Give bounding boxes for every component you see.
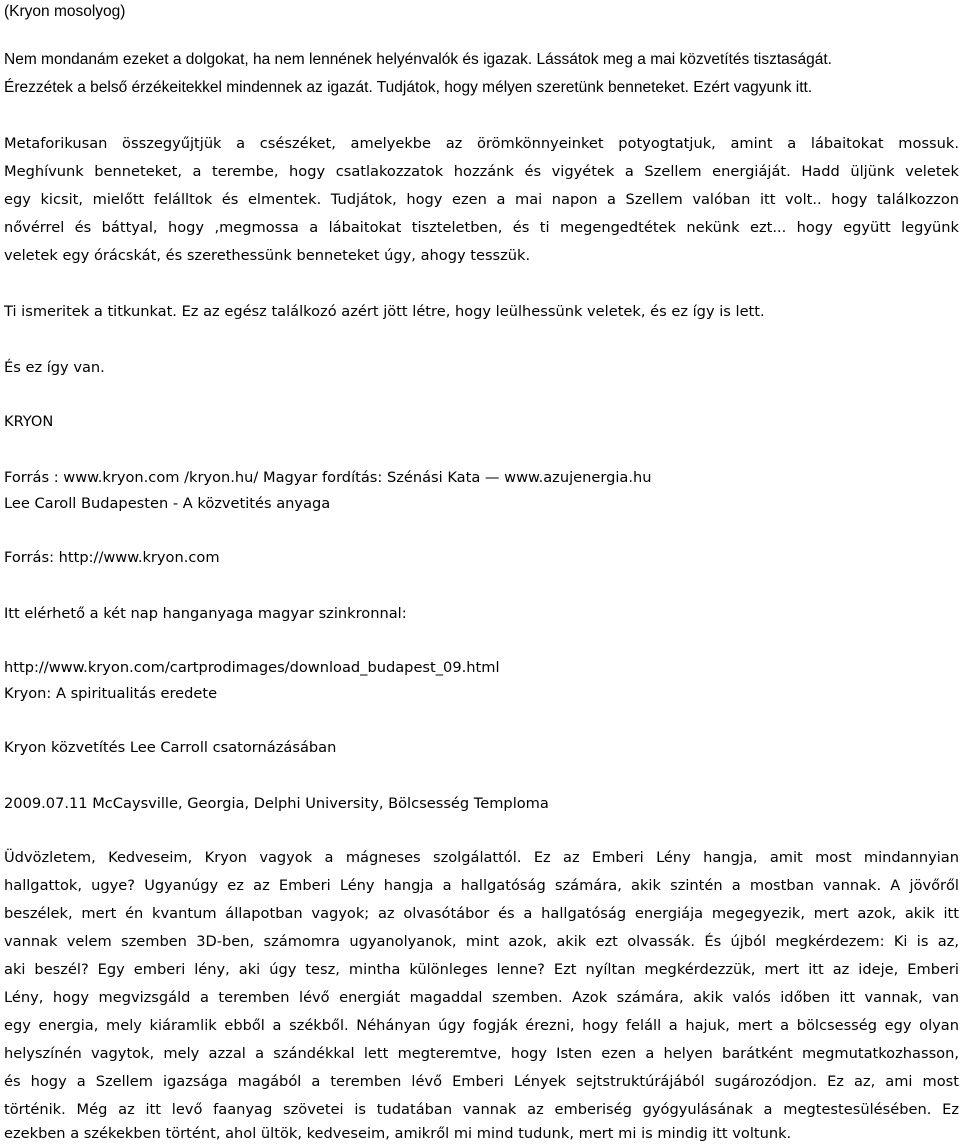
text-line: Lény, hogy megvizsgáld a teremben lévő energiát magaddal szemben. Azok számára, akik valós időben itt vannak, van <box>4 989 959 1006</box>
date-line: 2009.07.11 McCaysville, Georgia, Delphi University, Bölcsesség Temploma <box>4 795 549 812</box>
text-line: Ti ismeritek a titkunkat. Ez az egész találkozó azért jött létre, hogy leülhessünk veletek, és ez így is lett. <box>4 303 765 320</box>
text-line: Érezzétek a belső érzékeitekkel mindennek az igazát. Tudjátok, hogy mélyen szeretünk benneteket. Ezért vagyunk itt. <box>4 79 813 96</box>
source-line: Forrás: http://www.kryon.com <box>4 549 220 566</box>
text-line: beszélek, mert én kvantum állapotban vagyok; az olvasótábor és a hallgatóság energiája megegyezik, mert azok, akik itt <box>4 905 959 922</box>
text-line: És ez így van. <box>4 359 105 376</box>
text-line: Lee Caroll Budapesten - A közvetités anyaga <box>4 495 331 512</box>
text-line: Metaforikusan összegyűjtjük a csészéket, amelyekbe az örömkönnyeinket potyogtatjuk, amint a lábaitokat mossuk. <box>4 135 959 152</box>
text-line: és hogy a Szellem igazsága magából a teremben lévő Emberi Lények sejtstruktúrájából sugározódjon. Ez az, ami most <box>4 1073 959 1090</box>
text-line: helyszínén vagytok, mely azzal a szándékkal lett megteremtve, hogy Isten ezen a helyen barátként megmutatkozhasson, <box>4 1045 959 1062</box>
source-line: Forrás : www.kryon.com /kryon.hu/ Magyar fordítás: Szénási Kata — www.azujenergia.hu <box>4 469 652 486</box>
text-line: Kryon közvetítés Lee Carroll csatornázásában <box>4 739 337 756</box>
text-line: hallgattok, ugye? Ugyanúgy ez az Emberi Lény hangja a hallgatóság számára, akik szintén a mostban vannak. A jövőről <box>4 877 959 894</box>
text-line: KRYON <box>4 413 54 430</box>
text-line: egy energia, mely kiáramlik ebből a székből. Néhányan úgy fogják érezni, hogy feláll a hajuk, mert a bölcsesség egy olyan <box>4 1017 959 1034</box>
text-line: egy kicsit, mielőtt felálltok és elmentek. Tudjátok, hogy ezen a mai napon a Szellem valóban itt volt.. hogy találkozzon <box>4 191 959 208</box>
text-line: veletek egy órácskát, és szerethessünk benneteket úgy, ahogy tesszük. <box>4 247 531 264</box>
text-line: vannak velem szemben 3D-ben, számomra ugyanolyanok, mint azok, akik ezt olvassák. És újból megkérdezem: Ki is az, <box>4 933 959 950</box>
text-line: Meghívunk benneteket, a terembe, hogy csatlakozzatok hozzánk és vigyétek a Szellem energiáját. Hadd üljünk veletek <box>4 163 959 180</box>
heading-line: Kryon: A spiritualitás eredete <box>4 685 218 702</box>
text-line: Üdvözletem, Kedveseim, Kryon vagyok a mágneses szolgálattól. Ez az Emberi Lény hangja, amit most mindannyian <box>4 849 959 866</box>
text-line: történik. Még az itt levő faanyag szövetei is tudatában vannak az emberiség gyógyulásának a megtestesülésében. Ez <box>4 1101 959 1118</box>
text-line: ezekben a székekben történt, ahol ültök, kedveseim, amikről mi mind tudunk, mert mi is mindig itt voltunk. <box>4 1125 792 1142</box>
text-line: Nem mondanám ezeket a dolgokat, ha nem lennének helyénvalók és igazak. Lássátok meg a mai közvetítés tisztaságát. <box>4 51 832 68</box>
url-line: http://www.kryon.com/cartprodimages/download_budapest_09.html <box>4 659 500 676</box>
text-line: Itt elérhető a két nap hanganyaga magyar szinkronnal: <box>4 605 407 622</box>
text-line: aki beszél? Egy emberi lény, aki úgy tesz, mintha különleges lenne? Ezt nyíltan megkérdezzük, mert itt az ideje, Emberi <box>4 961 959 978</box>
text-line: nővérrel és báttyal, hogy ,megmossa a lábaitokat tiszteletben, és ti megengedtétek nekünk ezt... hogy együtt legyünk <box>4 219 959 236</box>
text-line: (Kryon mosolyog) <box>4 3 126 20</box>
